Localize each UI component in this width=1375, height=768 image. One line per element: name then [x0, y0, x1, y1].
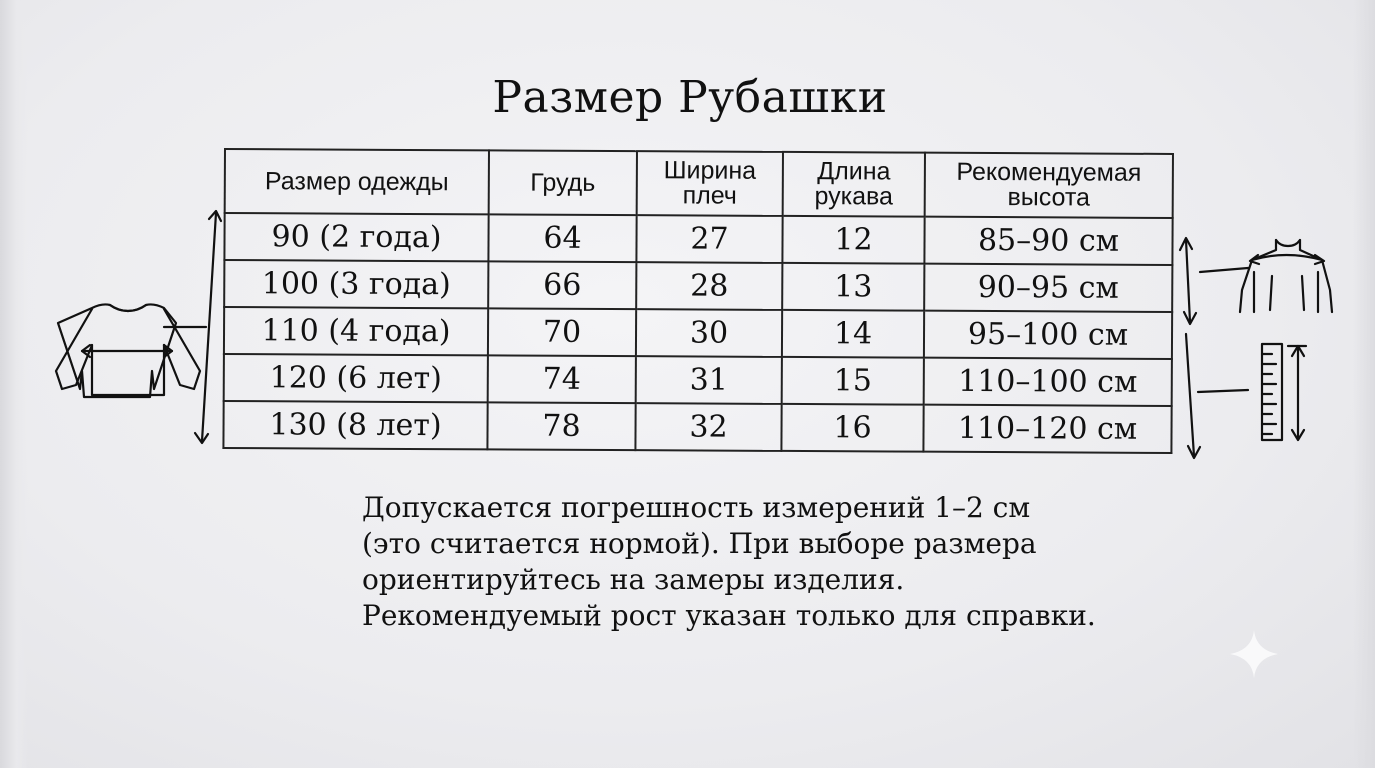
cell-shoulder: 30: [636, 309, 782, 357]
cell-chest: 64: [488, 214, 636, 262]
cell-size: 110 (4 года): [224, 307, 488, 355]
cell-chest: 74: [488, 355, 636, 403]
page-edge-right: [1353, 0, 1375, 768]
table-row: [224, 307, 1172, 359]
note-line: ориентируйтесь на замеры изделия.: [362, 563, 905, 596]
header-recommended-height: Рекомендуемая высота: [925, 153, 1173, 218]
cell-height: 110–100 см: [924, 358, 1172, 406]
note-line: Допускается погрешность измерений 1–2 см: [362, 491, 1031, 524]
ruler-height-icon: [1172, 330, 1322, 465]
table-row: [224, 213, 1172, 265]
cell-size: 120 (6 лет): [224, 354, 488, 402]
cell-sleeve: 15: [782, 357, 924, 405]
cell-height: 90–95 см: [924, 264, 1172, 312]
cell-sleeve: 16: [781, 404, 923, 452]
cell-sleeve: 14: [782, 310, 924, 358]
header-chest: Грудь: [489, 150, 637, 215]
sparkle-icon: [1228, 628, 1280, 680]
header-sleeve-length: Длина рукава: [783, 152, 925, 217]
measurement-note: [362, 490, 1182, 634]
cell-size: 130 (8 лет): [223, 401, 487, 449]
note-line: Рекомендуемый рост указан только для справки.: [362, 599, 1096, 632]
cell-height: 95–100 см: [924, 311, 1172, 359]
shirt-shoulder-measure-icon: [1172, 232, 1342, 342]
header-shoulder-width: Ширина плеч: [637, 151, 783, 216]
cell-sleeve: 13: [782, 263, 924, 311]
size-table-container: [222, 148, 1174, 454]
table-row: [224, 354, 1172, 406]
table-header-row: [225, 149, 1173, 218]
cell-chest: 70: [488, 308, 636, 356]
header-clothing-size: Размер одежды: [225, 149, 489, 214]
cell-size: 90 (2 года): [224, 213, 488, 261]
cell-height: 110–120 см: [923, 405, 1171, 453]
cell-shoulder: 28: [636, 262, 782, 310]
cell-sleeve: 12: [782, 216, 924, 264]
shirt-chest-measure-icon: [46, 205, 226, 455]
note-line: (это считается нормой). При выборе размера: [362, 527, 1037, 560]
page-edge-left: [0, 0, 28, 768]
cell-height: 85–90 см: [924, 217, 1172, 265]
cell-size: 100 (3 года): [224, 260, 488, 308]
cell-chest: 66: [488, 261, 636, 309]
cell-shoulder: 31: [636, 356, 782, 404]
cell-shoulder: 32: [635, 403, 781, 451]
table-row: [223, 401, 1171, 453]
size-table: [222, 148, 1174, 454]
table-row: [224, 260, 1172, 312]
cell-chest: 78: [487, 402, 635, 450]
page-title: Размер Рубашки: [492, 72, 888, 123]
cell-shoulder: 27: [636, 215, 782, 263]
